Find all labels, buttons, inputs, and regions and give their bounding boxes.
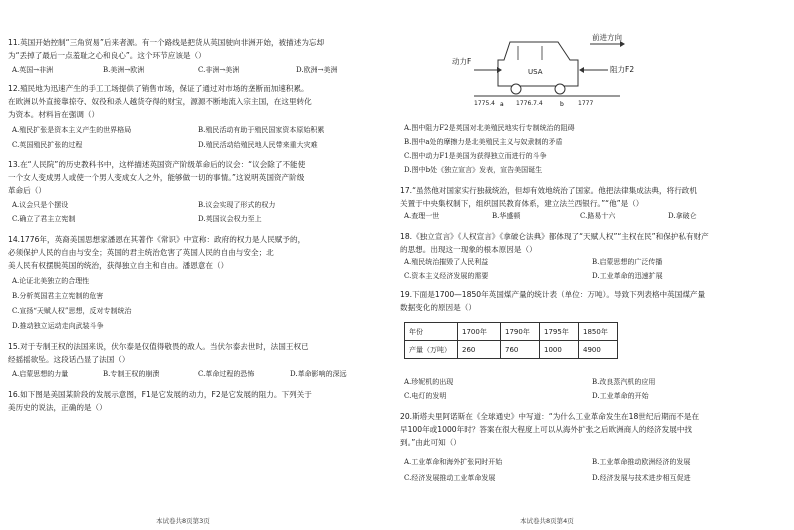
force-diagram xyxy=(452,33,660,114)
table-header-row xyxy=(405,323,618,341)
question-13 xyxy=(8,158,305,197)
question-14 xyxy=(8,233,305,272)
q16-option-c: C.图中动力F1是美国为获得独立而进行的斗争 xyxy=(404,152,547,160)
q12-line-3: 为资本。材料旨在强调（） xyxy=(8,110,100,119)
q16-line-2: 美历史的说法，正确的是（） xyxy=(8,403,107,412)
q18-line-2: 的思想。出现这一现象的根本原因是（） xyxy=(400,245,537,254)
q11-option-b: B.美洲→欧洲 xyxy=(103,66,145,74)
q18-line-1: 18.《独立宣言》《人权宣言》《拿破仑法典》都体现了“天赋人权”“主权在民”和保护私有财产 xyxy=(400,232,709,241)
q13-line-1: 13.在“人民院”的历史教科书中，这样描述英国资产阶级革命后的议会：“议会除了不能使 xyxy=(8,160,306,169)
q18-option-b: B.启蒙思想的广泛传播 xyxy=(592,258,663,266)
q20-line-2: 早100年或1000年时？答案在很大程度上可以从海外扩张之后欧洲商人的经济发展中找 xyxy=(400,425,693,434)
q11-option-a: A.英国→非洲 xyxy=(12,66,54,74)
table-cell: 产量（万吨） xyxy=(405,341,458,359)
table-row xyxy=(405,341,618,359)
table-cell: 760 xyxy=(501,341,540,359)
q14-line-3: 美人民有权摆脱英国的统治，获得独立自主和自由。潘恩意在（） xyxy=(8,261,229,270)
q16-option-d: D.图中b处《独立宣言》发表，宣告美国诞生 xyxy=(404,166,543,174)
q12-option-a: A.殖民扩张是资本主义产生的世界格局 xyxy=(12,126,132,134)
q15-option-d: D.革命影响的深远 xyxy=(290,370,347,378)
q12-option-c: C.英国殖民扩张的过程 xyxy=(12,141,83,149)
q16-option-b: B.图中a处的摩擦力是北美殖民主义与奴隶制的矛盾 xyxy=(404,138,563,146)
q12-line-1: 12.殖民地为迅速产生的手工工场提供了销售市场，保证了通过对市场的垄断而加速积累。 xyxy=(8,84,309,93)
q11-option-d: D.欧洲→美洲 xyxy=(296,66,338,74)
q13-option-b: B.议会实现了形式的权力 xyxy=(198,201,276,209)
q14-option-b: B.分析英国君主立宪制的危害 xyxy=(12,292,104,300)
q20-line-1: 20.斯塔夫里阿诺斯在《全球通史》中写道：“为什么工业革命发生在18世纪后期而不是在 xyxy=(400,412,700,421)
question-19 xyxy=(400,288,705,314)
question-15 xyxy=(8,340,309,366)
q20-option-a: A.工业革命和海外扩张同时开始 xyxy=(404,458,503,466)
q17-line-2: 关置于中央集权制下，组织国民教育体系，建立法兰西银行。”“他”是（） xyxy=(400,199,644,208)
q20-option-d: D.经济发展与技术进步相互促进 xyxy=(592,474,691,482)
direction-label: 前进方向 xyxy=(592,33,622,42)
q15-line-1: 15.对于专制王权的法国来说，伏尔泰是仅值得敬畏的敌人。当伏尔泰去世时，法国王权已 xyxy=(8,342,309,351)
q12-line-2: 在欧洲以外直接靠掠夺、奴役和杀人越货夺得的财宝，源源不断地流入宗主国，在这里转化 xyxy=(8,97,312,106)
q14-option-d: D.推动独立运动走向武装斗争 xyxy=(12,322,104,330)
q17-option-c: C.路易十六 xyxy=(580,212,616,220)
q18-option-d: D.工业革命的迅速扩展 xyxy=(592,272,663,280)
q11-option-c: C.非洲→美洲 xyxy=(198,66,240,74)
q19-option-d: D.工业革命的开始 xyxy=(592,392,649,400)
q17-option-b: B.华盛顿 xyxy=(492,212,521,220)
q12-option-b: B.殖民活动有助于殖民国家资本原始积累 xyxy=(198,126,325,134)
question-16 xyxy=(8,388,312,414)
q15-option-c: C.革命过程的恐怖 xyxy=(198,370,255,378)
q11-line-1: 11.英国开始控制“三角贸易”后来者源。有一个路线是把货从英国驶向非洲开始，被描述为忘却 xyxy=(8,38,325,47)
q19-option-a: A.珍妮机的出现 xyxy=(404,378,454,386)
q18-option-c: C.资本主义经济发展的需要 xyxy=(404,272,489,280)
q18-option-a: A.殖民统治摧毁了人民利益 xyxy=(404,258,489,266)
coal-table xyxy=(404,322,618,359)
table-cell: 1790年 xyxy=(501,323,540,341)
table-cell: 1700年 xyxy=(458,323,501,341)
page-footer-left: 本试卷共8页第3页 xyxy=(156,517,210,525)
q17-option-a: A.查理一世 xyxy=(404,212,440,220)
question-17 xyxy=(400,184,697,210)
question-12 xyxy=(8,82,312,121)
q19-line-1: 19.下面是1700—1850年英国煤产量的统计表（单位：万吨）。导致下列表格中英国煤产量 xyxy=(400,290,706,299)
page-footer-right: 本试卷共8页第4页 xyxy=(520,517,574,525)
table-cell: 260 xyxy=(458,341,501,359)
q14-option-a: A.论证北美独立的合理性 xyxy=(12,277,90,285)
q13-option-c: C.确立了君主立宪制 xyxy=(12,215,76,223)
q15-option-b: B.专制王权的崩溃 xyxy=(103,370,160,378)
table-cell: 1795年 xyxy=(540,323,579,341)
svg-text:b: b xyxy=(560,101,564,108)
q14-option-c: C.宣扬“天赋人权”思想，反对专制统治 xyxy=(12,307,132,315)
force-f1-label: 动力F xyxy=(452,57,472,66)
q17-line-1: 17.“虽然他对国家实行独裁统治，但却有效地统治了国家。他把法律集成法典，将行政机 xyxy=(400,186,697,195)
table-cell: 4900 xyxy=(579,341,618,359)
q15-line-2: 经摇摇欲坠。这段话凸显了法国（） xyxy=(8,355,130,364)
table-cell: 年份 xyxy=(405,323,458,341)
svg-text:a: a xyxy=(500,101,504,108)
question-18 xyxy=(400,230,709,256)
question-20 xyxy=(400,410,699,449)
q17-option-d: D.拿破仑 xyxy=(668,212,697,220)
q14-line-2: 必须保护人民的自由与安全；英国的君主统治危害了英国人民的自由与安全；北 xyxy=(8,248,274,257)
q13-line-2: 一个女人变成男人或使一个男人变成女人之外，能够做一切的事情。”这说明英国资产阶级 xyxy=(8,173,305,182)
q13-option-d: D.英国议会权力至上 xyxy=(198,215,262,223)
q11-line-2: 为“丢掉了最后一点羞耻之心和良心”。这个环节应该是（） xyxy=(8,51,206,60)
q16-option-a: A.图中阻力F2是英国对北美殖民地实行专制统治的阻碍 xyxy=(404,124,575,132)
q14-line-1: 14.1776年，英裔美国思想家潘恩在其著作《常识》中宣称：政府的权力是人民赋予的， xyxy=(8,235,306,244)
q19-line-2: 数据变化的原因是（） xyxy=(400,303,476,312)
timeline-2: 1776.7.4 xyxy=(516,100,543,107)
q19-option-c: C.电灯的发明 xyxy=(404,392,447,400)
q16-line-1: 16.如下图是美国某阶段的发展示意图，F1是它发展的动力，F2是它发展的阻力。下列关于 xyxy=(8,390,312,399)
question-11 xyxy=(8,36,324,62)
table-cell: 1850年 xyxy=(579,323,618,341)
q20-option-c: C.经济发展推动工业革命发展 xyxy=(404,474,496,482)
table-cell: 1000 xyxy=(540,341,579,359)
timeline-1: 1775.4 xyxy=(474,100,495,107)
q19-option-b: B.改良蒸汽机的应用 xyxy=(592,378,656,386)
q13-line-3: 革命后（） xyxy=(8,186,46,195)
timeline-3: 1777 xyxy=(578,100,594,107)
q20-line-3: 到。”由此可知（） xyxy=(400,438,461,447)
q20-option-b: B.工业革命推动欧洲经济的发展 xyxy=(592,458,691,466)
car-label: USA xyxy=(528,68,543,76)
force-f2-label: 阻力F2 xyxy=(610,65,635,74)
q13-option-a: A.议会只是个摆设 xyxy=(12,201,69,209)
q12-option-d: D.殖民活动给殖民地人民带来重大灾难 xyxy=(198,141,318,149)
q15-option-a: A.启蒙思想的力量 xyxy=(12,370,69,378)
